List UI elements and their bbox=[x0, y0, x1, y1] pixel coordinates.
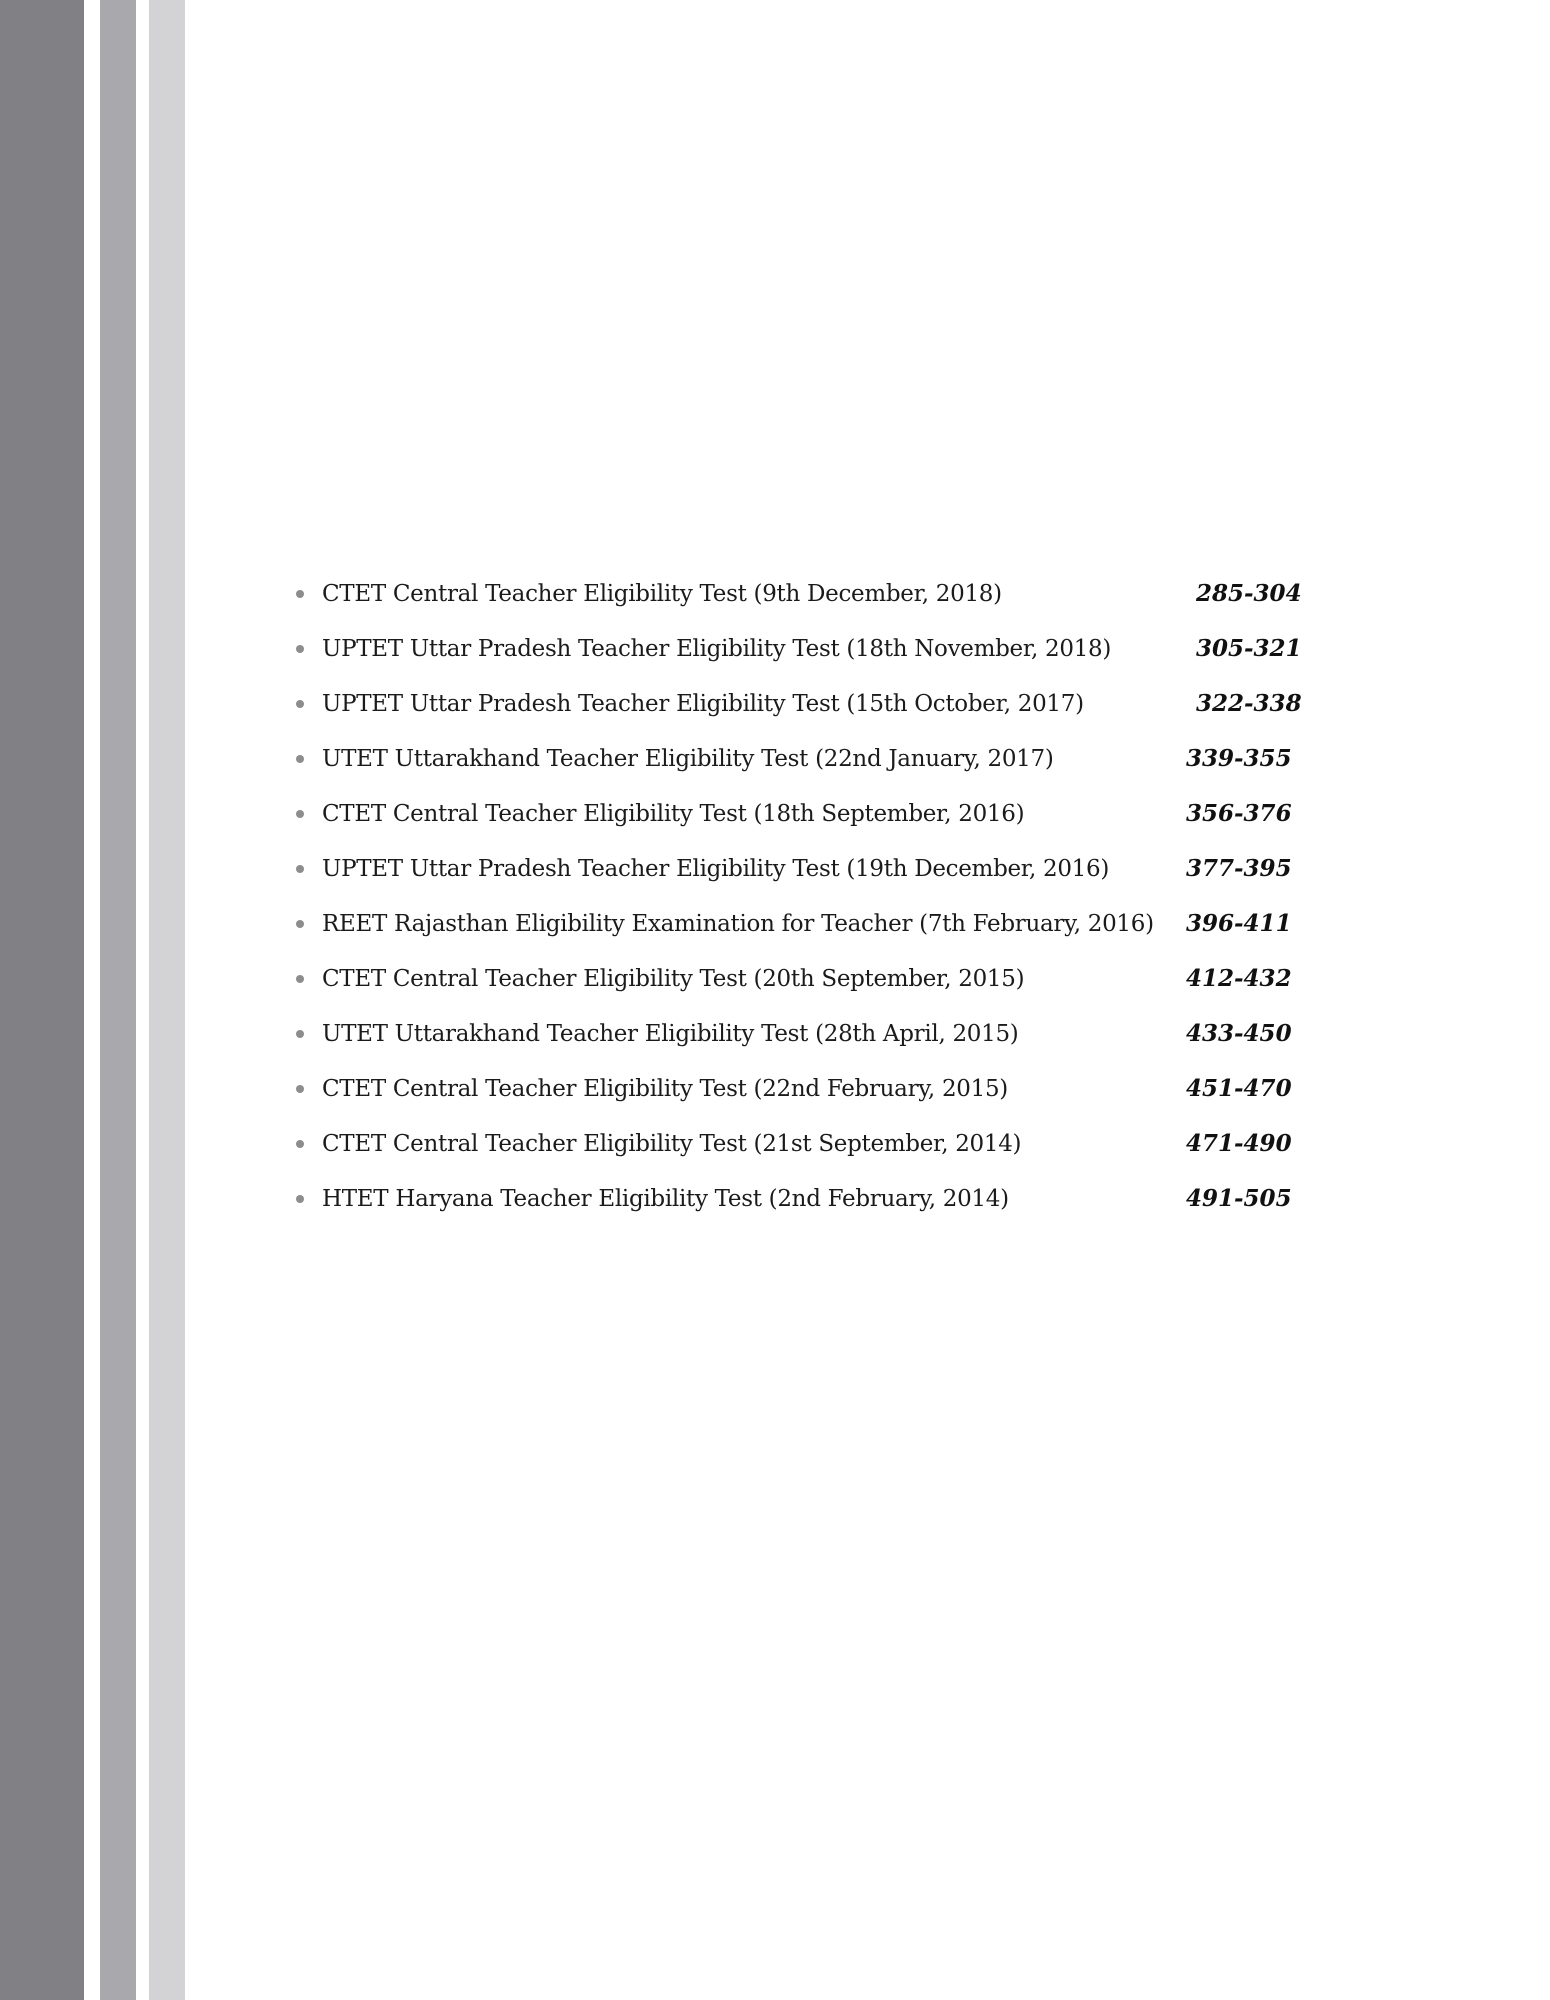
toc-item-label: REET Rajasthan Eligibility Examination for Teacher (7th February, 2016) bbox=[322, 911, 1154, 937]
toc-item bbox=[296, 740, 1296, 795]
bullet-icon bbox=[296, 590, 304, 598]
toc-item-pages: 339-355 bbox=[1186, 745, 1292, 772]
decorative-stripe-light bbox=[149, 0, 185, 2000]
bullet-icon bbox=[296, 1085, 304, 1093]
toc-item-label: HTET Haryana Teacher Eligibility Test (2nd February, 2014) bbox=[322, 1186, 1009, 1212]
toc-item-label: UPTET Uttar Pradesh Teacher Eligibility Test (19th December, 2016) bbox=[322, 856, 1109, 882]
toc-item-pages: 471-490 bbox=[1186, 1130, 1292, 1157]
toc-item bbox=[296, 575, 1302, 630]
toc-item-label: UTET Uttarakhand Teacher Eligibility Test (28th April, 2015) bbox=[322, 1021, 1019, 1047]
toc-item-pages: 285-304 bbox=[1196, 580, 1302, 607]
toc-item-pages: 396-411 bbox=[1186, 910, 1292, 937]
toc-item bbox=[296, 1070, 1296, 1125]
bullet-icon bbox=[296, 1140, 304, 1148]
bullet-icon bbox=[296, 865, 304, 873]
bullet-icon bbox=[296, 975, 304, 983]
toc-item bbox=[296, 685, 1302, 740]
toc-item bbox=[296, 905, 1296, 960]
toc-item-label: UTET Uttarakhand Teacher Eligibility Test (22nd January, 2017) bbox=[322, 746, 1054, 772]
toc-item bbox=[296, 850, 1296, 905]
toc-item bbox=[296, 795, 1296, 850]
toc-item-label: CTET Central Teacher Eligibility Test (20th September, 2015) bbox=[322, 966, 1025, 992]
bullet-icon bbox=[296, 810, 304, 818]
toc-item-pages: 412-432 bbox=[1186, 965, 1292, 992]
toc-item bbox=[296, 960, 1296, 1015]
toc-item-pages: 356-376 bbox=[1186, 800, 1292, 827]
toc-item-label: CTET Central Teacher Eligibility Test (18th September, 2016) bbox=[322, 801, 1025, 827]
toc-item-pages: 377-395 bbox=[1186, 855, 1292, 882]
toc-item bbox=[296, 1125, 1296, 1180]
toc-item-label: CTET Central Teacher Eligibility Test (21st September, 2014) bbox=[322, 1131, 1022, 1157]
table-of-contents bbox=[296, 575, 1302, 1235]
decorative-stripe-medium bbox=[100, 0, 136, 2000]
toc-item bbox=[296, 1180, 1296, 1235]
toc-item-pages: 433-450 bbox=[1186, 1020, 1292, 1047]
toc-item bbox=[296, 1015, 1296, 1070]
toc-item-label: CTET Central Teacher Eligibility Test (22nd February, 2015) bbox=[322, 1076, 1008, 1102]
bullet-icon bbox=[296, 1030, 304, 1038]
toc-item-label: UPTET Uttar Pradesh Teacher Eligibility Test (15th October, 2017) bbox=[322, 691, 1084, 717]
toc-item-pages: 322-338 bbox=[1196, 690, 1302, 717]
bullet-icon bbox=[296, 1195, 304, 1203]
bullet-icon bbox=[296, 755, 304, 763]
toc-item-label: CTET Central Teacher Eligibility Test (9th December, 2018) bbox=[322, 581, 1002, 607]
bullet-icon bbox=[296, 920, 304, 928]
bullet-icon bbox=[296, 700, 304, 708]
bullet-icon bbox=[296, 645, 304, 653]
toc-item-label: UPTET Uttar Pradesh Teacher Eligibility Test (18th November, 2018) bbox=[322, 636, 1112, 662]
toc-item bbox=[296, 630, 1302, 685]
decorative-stripe-dark bbox=[0, 0, 84, 2000]
toc-item-pages: 451-470 bbox=[1186, 1075, 1292, 1102]
toc-item-pages: 491-505 bbox=[1186, 1185, 1292, 1212]
toc-item-pages: 305-321 bbox=[1196, 635, 1302, 662]
